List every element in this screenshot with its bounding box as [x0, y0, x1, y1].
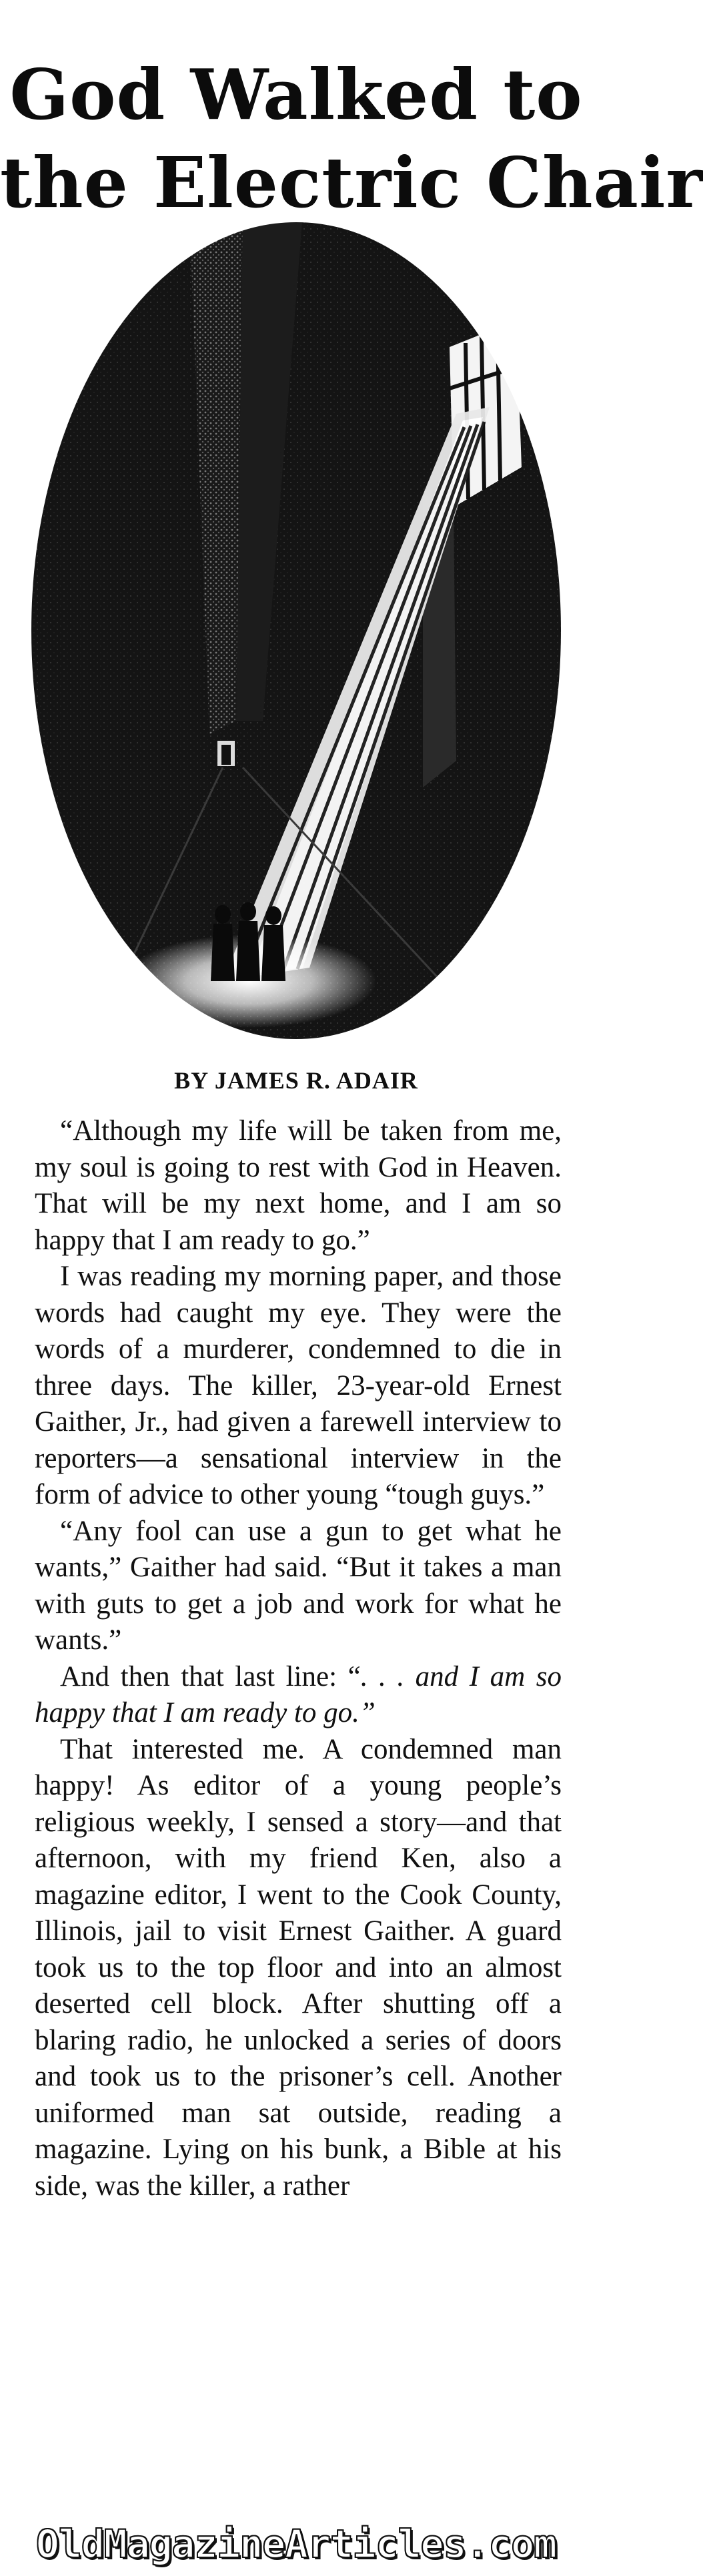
- paragraph-5: That interested me. A condemned man happy! As editor of a young people’s religious weekly, I sensed a story—and that afternoon, with my friend Ken, also a magazine editor, I went to the Cook County, Illinois, jail to visit Ernest Gaither. A guard took us to the top floor and into an almost deserted cell block. After shutting off a blaring radio, he unlocked a series of doors and took us to the prisoner’s cell. Another uniformed man sat outside, reading a magazine. Lying on his bunk, a Bible at his side, was the killer, a rather: [35, 1733, 562, 2202]
- title-line-1: God Walked to: [9, 53, 583, 135]
- byline: BY JAMES R. ADAIR: [174, 1067, 418, 1094]
- quote-italic: . . . and I am so happy that I am ready to go.”: [35, 1660, 562, 1728]
- paragraph-4: [35, 1659, 562, 1732]
- prison-cell-light-beam-illustration: [23, 214, 570, 1048]
- quote-lead: And then that last line: “: [60, 1660, 361, 1692]
- paragraph-1: “Although my life will be taken from me, my soul is going to rest with God in Heaven. That will be my next home, and I am so happy that I am ready to go.”: [35, 1115, 562, 1256]
- watermark-text: OldMagazineArticles.com: [35, 2521, 557, 2567]
- paragraph-3: “Any fool can use a gun to get what he wants,” Gaither had said. “But it takes a man with guts to get a job and work for what he wants.”: [35, 1515, 562, 1656]
- article-title: [0, 51, 703, 227]
- article-body: [35, 1113, 562, 2495]
- paragraph-2: I was reading my morning paper, and those words had caught my eye. They were the words of a murderer, condemned to die in three days. The killer, 23-year-old Ernest Gaither, Jr., had given a farewell interview to reporters—a sensational interview in the form of advice to other young “tough guys.”: [35, 1261, 562, 1510]
- title-line-2: the Electric Chair: [0, 141, 703, 224]
